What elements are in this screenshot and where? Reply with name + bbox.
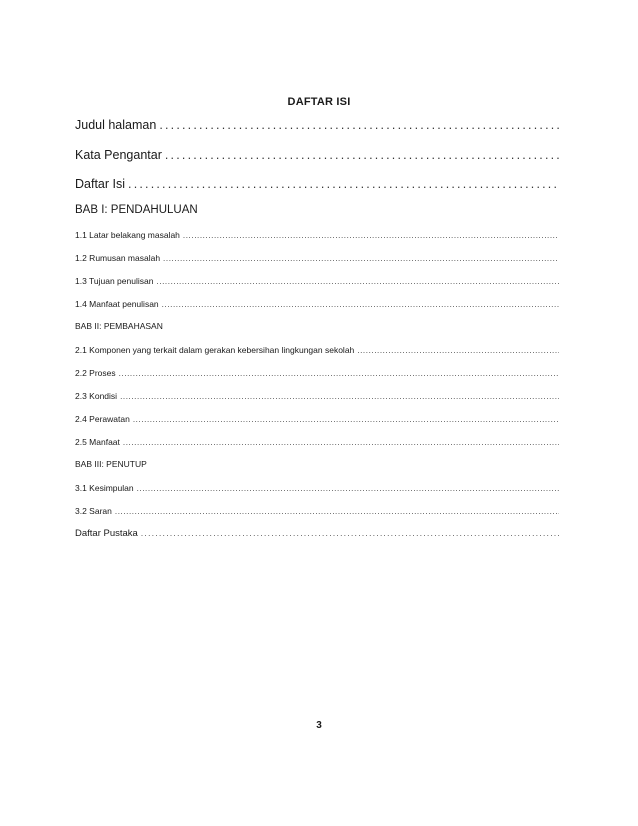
dot-leader — [128, 177, 559, 191]
toc-entry-1-1[interactable] — [75, 230, 559, 240]
dot-leader — [119, 369, 559, 378]
toc-entry-label: 2.5 Manfaat — [75, 437, 120, 447]
dot-leader — [183, 231, 559, 240]
dot-leader — [115, 507, 559, 516]
dot-leader — [162, 300, 559, 309]
toc-heading-bab-1: BAB I: PENDAHULUAN — [75, 204, 198, 216]
toc-entry-label: 1.3 Tujuan penulisan — [75, 276, 154, 286]
toc-entry-label: 2.4 Perawatan — [75, 414, 130, 424]
toc-entry-label: Kata Pengantar — [75, 148, 162, 162]
toc-heading-bab-3: BAB III: PENUTUP — [75, 459, 147, 469]
dot-leader — [159, 118, 559, 132]
toc-entry-label: 1.4 Manfaat penulisan — [75, 299, 159, 309]
toc-entry-2-5[interactable] — [75, 437, 559, 447]
toc-entry-daftar-pustaka[interactable] — [75, 528, 559, 539]
dot-leader — [133, 415, 559, 424]
toc-entry-label: 1.2 Rumusan masalah — [75, 253, 161, 263]
page-title: DAFTAR ISI — [287, 96, 351, 108]
toc-heading-bab-2: BAB II: PEMBAHASAN — [75, 321, 163, 331]
toc-entry-label: Daftar Pustaka — [75, 528, 138, 539]
toc-entry-label: Judul halaman — [75, 118, 157, 132]
toc-entry-1-4[interactable] — [75, 299, 559, 309]
toc-entry-2-2[interactable] — [75, 368, 559, 378]
toc-entry-label: 2.3 Kondisi — [75, 391, 118, 401]
toc-entry-1-2[interactable] — [75, 253, 559, 263]
dot-leader — [120, 392, 559, 401]
toc-entry-label: 2.2 Proses — [75, 368, 116, 378]
toc-entry-3-2[interactable] — [75, 506, 559, 516]
toc-entry-judul-halaman[interactable] — [75, 118, 559, 132]
toc-entry-1-3[interactable] — [75, 276, 559, 286]
toc-entry-2-1[interactable] — [75, 345, 559, 355]
toc-entry-label: 2.1 Komponen yang terkait dalam gerakan kebersihan lingkungan sekolah — [75, 345, 355, 355]
toc-entry-3-1[interactable] — [75, 483, 559, 493]
dot-leader — [156, 277, 559, 286]
dot-leader — [123, 438, 559, 447]
toc-entry-label: 3.1 Kesimpulan — [75, 483, 134, 493]
toc-entry-daftar-isi[interactable] — [75, 177, 559, 191]
toc-entry-label: Daftar Isi — [75, 177, 126, 191]
dot-leader — [137, 484, 559, 493]
dot-leader — [165, 148, 559, 162]
dot-leader — [141, 529, 559, 538]
toc-entry-2-4[interactable] — [75, 414, 559, 424]
dot-leader — [357, 346, 559, 355]
toc-entry-kata-pengantar[interactable] — [75, 148, 559, 162]
toc-entry-label: 3.2 Saran — [75, 506, 112, 516]
dot-leader — [163, 254, 559, 263]
toc-entry-2-3[interactable] — [75, 391, 559, 401]
toc-entry-label: 1.1 Latar belakang masalah — [75, 230, 180, 240]
page-number: 3 — [316, 720, 322, 731]
